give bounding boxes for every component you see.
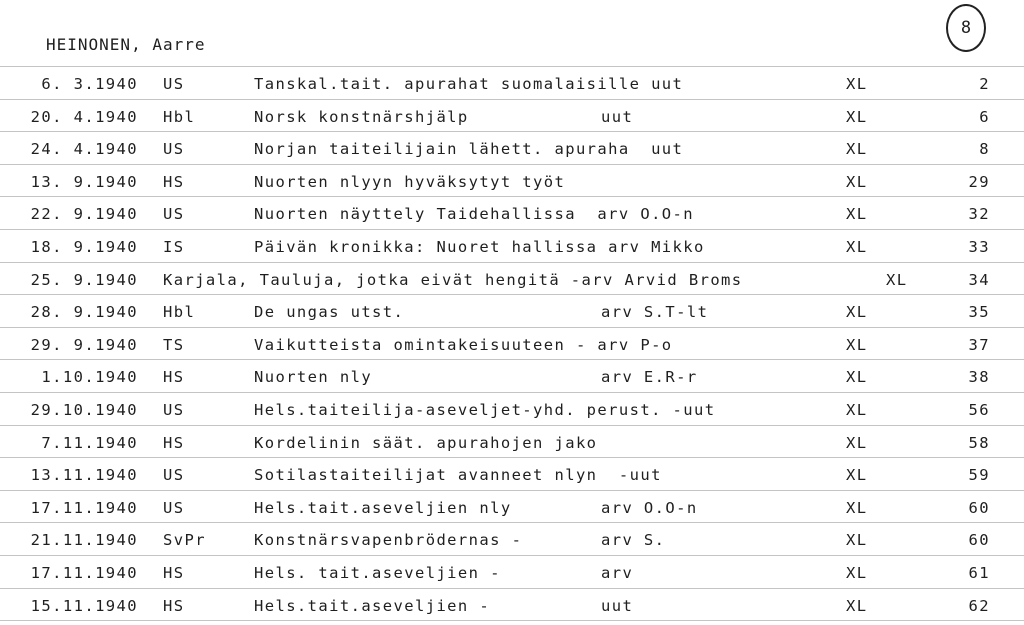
table-row bbox=[0, 359, 1024, 392]
code-cell: XL bbox=[846, 205, 868, 224]
person-name: HEINONEN, Aarre bbox=[46, 35, 206, 54]
page-cell: 58 bbox=[968, 433, 990, 452]
date-cell: 7.11.1940 bbox=[41, 433, 138, 452]
newspaper-cell: HS bbox=[163, 563, 185, 582]
date-cell: 6. 3.1940 bbox=[41, 75, 138, 93]
page-cell: 6 bbox=[979, 107, 990, 126]
note-cell: arv S.T-lt bbox=[601, 303, 709, 322]
code-cell: XL bbox=[846, 466, 868, 485]
title-cell: Hels.taiteilija-aseveljet-yhd. perust. -uut bbox=[254, 400, 716, 419]
newspaper-cell: US bbox=[163, 140, 185, 159]
title-cell: Tanskal.tait. apurahat suomalaisille uut bbox=[254, 75, 684, 93]
table-row bbox=[0, 99, 1024, 132]
newspaper-cell: US bbox=[163, 205, 185, 224]
note-cell: uut bbox=[601, 107, 634, 126]
title-cell: Karjala, Tauluja, jotka eivät hengitä -arv Arvid Broms bbox=[163, 270, 743, 289]
table-row bbox=[0, 131, 1024, 164]
title-cell: Sotilastaiteilijat avanneet nlyn -uut bbox=[254, 466, 662, 485]
note-cell: arv S. bbox=[601, 531, 666, 550]
date-cell: 17.11.1940 bbox=[30, 563, 138, 582]
newspaper-cell: HS bbox=[163, 433, 185, 452]
date-cell: 18. 9.1940 bbox=[30, 237, 138, 256]
title-cell: De ungas utst. bbox=[254, 303, 405, 322]
page-cell: 38 bbox=[968, 368, 990, 387]
table-row bbox=[0, 522, 1024, 555]
date-cell: 1.10.1940 bbox=[41, 368, 138, 387]
table-row bbox=[0, 457, 1024, 490]
code-cell: XL bbox=[846, 563, 868, 582]
title-cell: Kordelinin säät. apurahojen jako bbox=[254, 433, 598, 452]
code-cell: XL bbox=[846, 140, 868, 159]
table-row bbox=[0, 294, 1024, 327]
page-cell: 33 bbox=[968, 237, 990, 256]
date-cell: 21.11.1940 bbox=[30, 531, 138, 550]
date-cell: 17.11.1940 bbox=[30, 498, 138, 517]
title-cell: Hels.tait.aseveljien nly bbox=[254, 498, 512, 517]
newspaper-cell: TS bbox=[163, 335, 185, 354]
page-cell: 60 bbox=[968, 531, 990, 550]
newspaper-cell: HS bbox=[163, 368, 185, 387]
code-cell: XL bbox=[846, 400, 868, 419]
page-cell: 29 bbox=[968, 172, 990, 191]
title-cell: Nuorten nlyyn hyväksytyt työt bbox=[254, 172, 566, 191]
page-cell: 2 bbox=[979, 75, 990, 93]
date-cell: 29.10.1940 bbox=[30, 400, 138, 419]
newspaper-cell: US bbox=[163, 400, 185, 419]
code-cell: XL bbox=[846, 531, 868, 550]
page-cell: 59 bbox=[968, 466, 990, 485]
code-cell: XL bbox=[846, 75, 868, 93]
title-cell: Hels.tait.aseveljien - bbox=[254, 596, 491, 615]
card-number-circle bbox=[946, 4, 986, 52]
code-cell: XL bbox=[846, 335, 868, 354]
page-cell: 32 bbox=[968, 205, 990, 224]
table-row bbox=[0, 164, 1024, 197]
code-cell: XL bbox=[846, 433, 868, 452]
title-cell: Norjan taiteilijain lähett. apuraha uut bbox=[254, 140, 684, 159]
code-cell: XL bbox=[846, 237, 868, 256]
page-cell: 61 bbox=[968, 563, 990, 582]
newspaper-cell: IS bbox=[163, 237, 185, 256]
card-number: 8 bbox=[960, 18, 972, 38]
page-cell: 35 bbox=[968, 303, 990, 322]
newspaper-cell: US bbox=[163, 75, 185, 93]
table-row bbox=[0, 229, 1024, 262]
code-cell: XL bbox=[846, 107, 868, 126]
date-cell: 28. 9.1940 bbox=[30, 303, 138, 322]
code-cell: XL bbox=[846, 172, 868, 191]
date-cell: 13.11.1940 bbox=[30, 466, 138, 485]
code-cell: XL bbox=[846, 498, 868, 517]
date-cell: 29. 9.1940 bbox=[30, 335, 138, 354]
clipping-table bbox=[0, 66, 1024, 621]
title-cell: Vaikutteista omintakeisuuteen - arv P-o bbox=[254, 335, 673, 354]
page-cell: 60 bbox=[968, 498, 990, 517]
newspaper-cell: SvPr bbox=[163, 531, 206, 550]
table-row bbox=[0, 66, 1024, 99]
title-cell: Nuorten näyttely Taidehallissa arv O.O-n bbox=[254, 205, 695, 224]
note-cell: arv bbox=[601, 563, 634, 582]
page-cell: 34 bbox=[968, 270, 990, 289]
newspaper-cell: Hbl bbox=[163, 107, 196, 126]
code-cell: XL bbox=[886, 270, 908, 289]
page-cell: 37 bbox=[968, 335, 990, 354]
title-cell: Konstnärsvapenbrödernas - bbox=[254, 531, 523, 550]
date-cell: 13. 9.1940 bbox=[30, 172, 138, 191]
table-row bbox=[0, 588, 1024, 622]
title-cell: Päivän kronikka: Nuoret hallissa arv Mikko bbox=[254, 237, 705, 256]
page-cell: 8 bbox=[979, 140, 990, 159]
newspaper-cell: Hbl bbox=[163, 303, 196, 322]
code-cell: XL bbox=[846, 303, 868, 322]
newspaper-cell: HS bbox=[163, 172, 185, 191]
table-row bbox=[0, 392, 1024, 425]
page-cell: 56 bbox=[968, 400, 990, 419]
code-cell: XL bbox=[846, 368, 868, 387]
date-cell: 15.11.1940 bbox=[30, 596, 138, 615]
table-row bbox=[0, 425, 1024, 458]
table-row bbox=[0, 490, 1024, 523]
note-cell: uut bbox=[601, 596, 634, 615]
date-cell: 24. 4.1940 bbox=[30, 140, 138, 159]
title-cell: Nuorten nly bbox=[254, 368, 373, 387]
note-cell: arv E.R-r bbox=[601, 368, 698, 387]
table-row bbox=[0, 262, 1024, 295]
page-cell: 62 bbox=[968, 596, 990, 615]
newspaper-cell: HS bbox=[163, 596, 185, 615]
date-cell: 20. 4.1940 bbox=[30, 107, 138, 126]
title-cell: Hels. tait.aseveljien - bbox=[254, 563, 501, 582]
code-cell: XL bbox=[846, 596, 868, 615]
table-row bbox=[0, 327, 1024, 360]
newspaper-cell: US bbox=[163, 466, 185, 485]
newspaper-cell: US bbox=[163, 498, 185, 517]
title-cell: Norsk konstnärshjälp bbox=[254, 107, 469, 126]
date-cell: 22. 9.1940 bbox=[30, 205, 138, 224]
table-row bbox=[0, 555, 1024, 588]
note-cell: arv O.O-n bbox=[601, 498, 698, 517]
table-row bbox=[0, 196, 1024, 229]
date-cell: 25. 9.1940 bbox=[30, 270, 138, 289]
